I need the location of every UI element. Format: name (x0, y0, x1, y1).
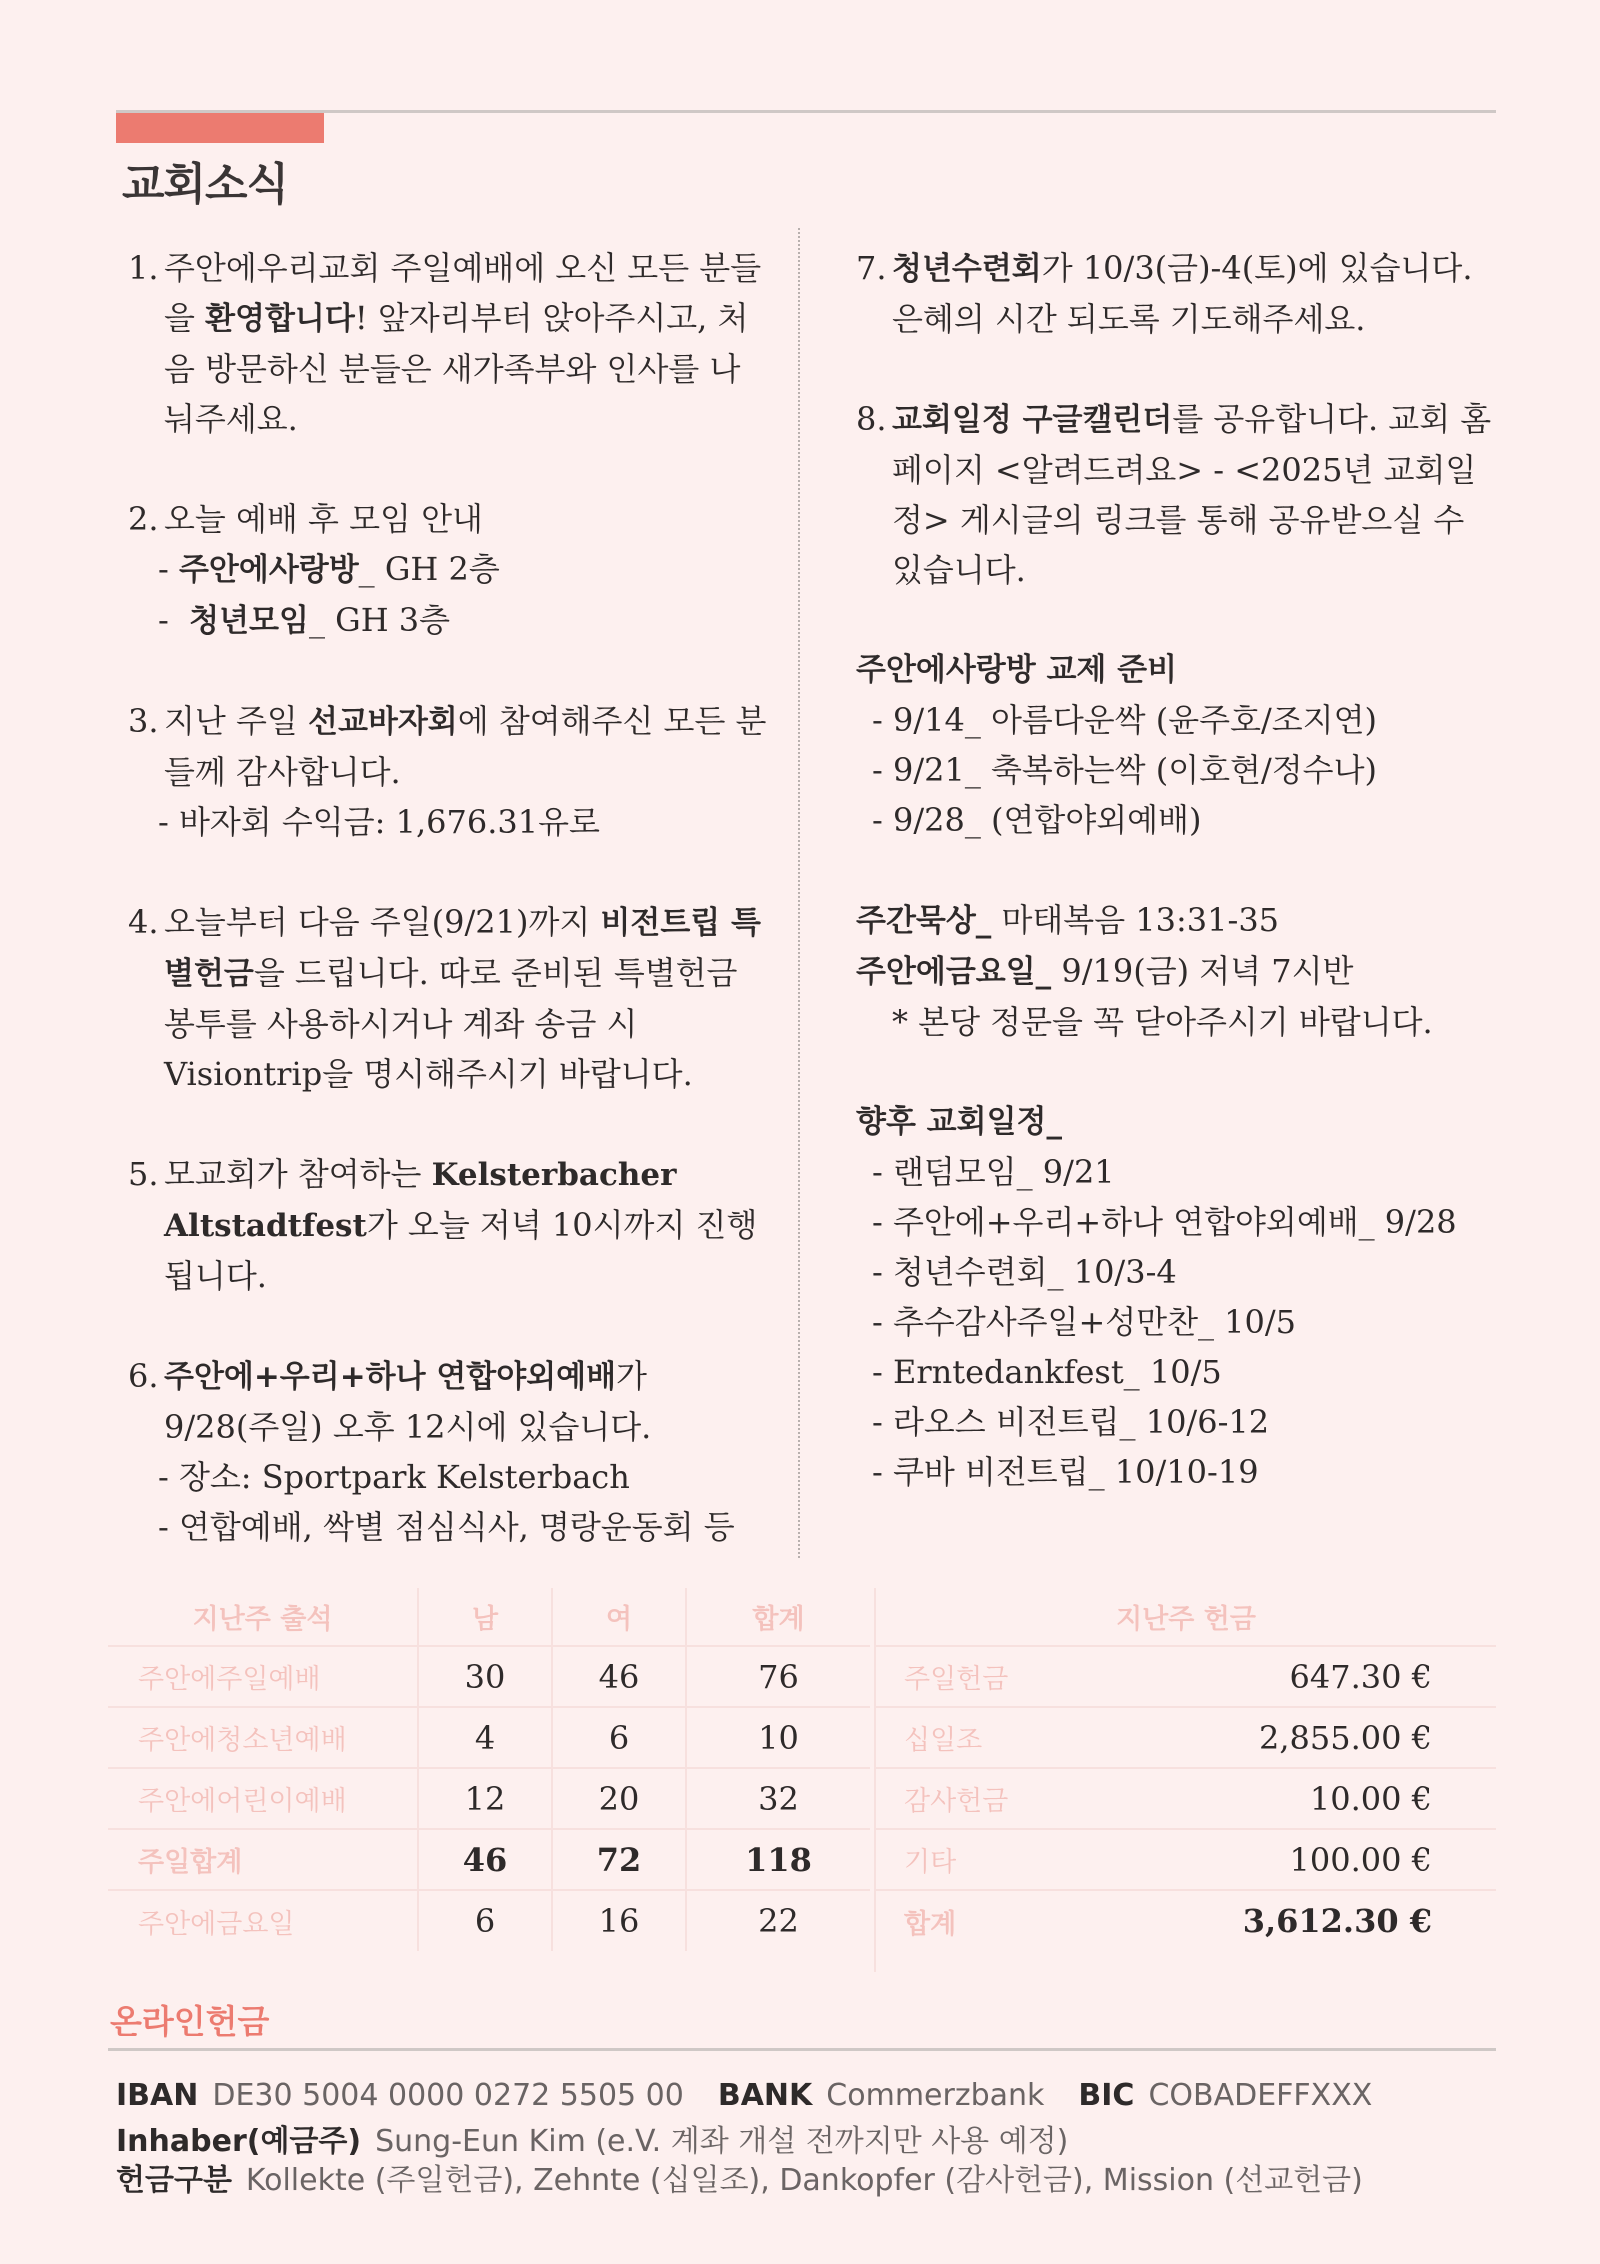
holder-value: Sung-Eun Kim (e.V. 계좌 개설 전까지만 사용 예정) (375, 2124, 1069, 2159)
table-row (876, 1890, 1496, 1951)
holder-label: Inhaber(예금주) (116, 2124, 362, 2159)
table-row (876, 1768, 1496, 1829)
right-column (856, 243, 1496, 1547)
notice-text: _ GH 2층 (358, 550, 500, 588)
cell-total: 10 (686, 1707, 870, 1768)
notice-highlight: 청년모임 (189, 603, 309, 639)
cell-male: 12 (418, 1768, 552, 1829)
iban-label: IBAN (116, 2078, 199, 2113)
notice-8 (856, 394, 1496, 595)
notice-text: _ GH 3층 (308, 601, 451, 639)
table-row (876, 1646, 1496, 1707)
row-label: 합계 (904, 1908, 957, 1940)
column-header: 지난주 출석 (108, 1588, 418, 1646)
notice-text: 오늘부터 다음 주일(9/21)까지 (164, 903, 601, 941)
bic-label: BIC (1078, 2078, 1135, 2113)
list-item: - 추수감사주일+성만찬_ 10/5 (872, 1303, 1297, 1341)
schedule-section (856, 1097, 1496, 1497)
row-label: 주안에주일예배 (108, 1646, 418, 1707)
notice-text: ! 앞자리부터 앉아주시고, 처음 방문하신 분들은 새가족부와 인사를 나눠주세요. (164, 299, 749, 438)
notice-5 (128, 1149, 768, 1301)
notice-highlight: Kelsterbacher Altstadtfest (164, 1157, 677, 1244)
notice-text: 오늘 예배 후 모임 안내 (164, 500, 483, 538)
table-row (108, 1829, 870, 1890)
notice-highlight: 비전트립 특별헌금 (164, 905, 761, 992)
notice-sub: - 바자회 수익금: 1,676.31유로 (158, 803, 600, 841)
notice-text: 을 드립니다. 따로 준비된 특별헌금 봉투를 사용하시거나 계좌 송금 시 Visiontrip을 명시해주시기 바랍니다. (164, 954, 738, 1093)
table-row (108, 1768, 870, 1829)
row-label: 주일헌금 (876, 1646, 1016, 1707)
notice-text: 가 9/28(주일) 오후 12시에 있습니다. (164, 1357, 652, 1446)
account-line-bank (116, 2078, 1372, 2113)
notice-text: 를 공유합니다. 교회 홈페이지 <알려드려요> - <2025년 교회일정> 게시글의 링크를 통해 공유받으실 수 있습니다. (892, 400, 1492, 589)
table-header-row (876, 1588, 1496, 1646)
notice-number: 3. (128, 702, 159, 740)
notice-3 (128, 696, 768, 847)
cell-amount: 2,855.00 € (1016, 1707, 1496, 1768)
cell-male: 4 (418, 1707, 552, 1768)
row-label: 감사헌금 (876, 1768, 1016, 1829)
bank-value: Commerzbank (826, 2078, 1045, 2113)
bank-label: BANK (717, 2078, 813, 2113)
type-label: 헌금구분 (116, 2163, 232, 2198)
notice-text: 지난 주일 (164, 702, 308, 740)
row-label: 주안에어린이예배 (108, 1768, 418, 1829)
bic-value: COBADEFFXXX (1148, 2078, 1373, 2113)
meditation-text: 마태복음 13:31-35 (991, 901, 1280, 939)
notice-highlight: 주안에사랑방 (178, 552, 359, 588)
bottom-rule (108, 2048, 1496, 2051)
account-line-holder (116, 2116, 1068, 2160)
table-row (876, 1707, 1496, 1768)
table-row (108, 1707, 870, 1768)
cell-male: 6 (418, 1890, 552, 1951)
notice-number: 2. (128, 500, 159, 538)
table-row (108, 1646, 870, 1707)
row-label: 주안에청소년예배 (108, 1707, 418, 1768)
column-header: 합계 (686, 1588, 870, 1646)
cell-male: 30 (418, 1646, 552, 1707)
list-item: - 주안에+우리+하나 연합야외예배_ 9/28 (872, 1203, 1457, 1241)
cell-male: 46 (418, 1829, 552, 1890)
friday-note: * 본당 정문을 꼭 닫아주시기 바랍니다. (892, 1003, 1433, 1041)
notice-highlight: 주안에+우리+하나 연합야외예배 (164, 1359, 617, 1395)
weekly-section (856, 895, 1496, 1047)
list-item: - 청년수련회_ 10/3-4 (872, 1253, 1177, 1291)
list-item: - 라오스 비전트립_ 10/6-12 (872, 1403, 1270, 1441)
cell-total: 32 (686, 1768, 870, 1829)
meditation-label: 주간묵상_ (856, 903, 992, 939)
schedule-heading: 향후 교회일정_ (856, 1104, 1062, 1140)
cell-total: 22 (758, 1902, 799, 1940)
row-label: 십일조 (876, 1707, 1016, 1768)
notice-text: 가 오늘 저녁 10시까지 진행됩니다. (164, 1206, 758, 1295)
table-header-row (108, 1588, 870, 1646)
cell-total: 76 (686, 1646, 870, 1707)
column-header: 지난주 헌금 (876, 1588, 1496, 1646)
table-row (876, 1829, 1496, 1890)
cell-female: 46 (552, 1646, 686, 1707)
list-item: - 9/21_ 축복하는싹 (이호현/정수나) (872, 751, 1377, 789)
row-label: 주안에금요일 (108, 1890, 418, 1951)
cell-female: 6 (552, 1707, 686, 1768)
notice-highlight: 교회일정 구글캘린더 (892, 402, 1173, 438)
sarangbang-heading: 주안에사랑방 교제 준비 (856, 652, 1178, 688)
notice-text: 모교회가 참여하는 (164, 1155, 432, 1193)
row-label: 기타 (876, 1829, 1016, 1890)
cell-amount: 100.00 € (1016, 1829, 1496, 1890)
notice-number: 6. (128, 1357, 159, 1395)
notice-highlight: 청년수련회 (892, 251, 1042, 287)
notice-number: 7. (856, 249, 887, 287)
list-item: - 랜덤모임_ 9/21 (872, 1153, 1115, 1191)
list-item: - 쿠바 비전트립_ 10/10-19 (872, 1453, 1259, 1491)
list-item: - Erntedankfest_ 10/5 (872, 1353, 1222, 1391)
cell-female: 16 (552, 1890, 686, 1951)
cell-amount: 647.30 € (1016, 1646, 1496, 1707)
notice-sub: - 장소: Sportpark Kelsterbach (158, 1458, 630, 1496)
notice-7 (856, 243, 1496, 344)
notice-number: 8. (856, 400, 887, 438)
page-title: 교회소식 (122, 159, 289, 210)
list-item: - 9/28_ (연합야외예배) (872, 801, 1202, 839)
row-label: 주일합계 (108, 1829, 418, 1890)
online-offering-title: 온라인헌금 (110, 2002, 270, 2041)
column-header: 남 (418, 1588, 552, 1646)
notice-sub: - 연합예배, 싹별 점심식사, 명랑운동회 등 (158, 1508, 735, 1546)
table-row (108, 1890, 870, 1951)
sarangbang-section (856, 645, 1496, 845)
cell-amount: 3,612.30 € (1242, 1902, 1432, 1940)
account-line-types (116, 2155, 1363, 2199)
offering-table (876, 1588, 1496, 1951)
list-item: - 9/14_ 아름다운싹 (윤주호/조지연) (872, 701, 1377, 739)
column-header: 여 (552, 1588, 686, 1646)
friday-label: 주안에금요일_ (856, 954, 1052, 990)
cell-amount: 10.00 € (1016, 1768, 1496, 1829)
notice-number: 1. (128, 249, 159, 287)
title-accent-bar (116, 113, 324, 143)
cell-female: 20 (552, 1768, 686, 1829)
type-value: Kollekte (주일헌금), Zehnte (십일조), Dankopfer (감사헌금), Mission (선교헌금) (245, 2163, 1363, 2198)
left-column (128, 243, 768, 1602)
friday-text: 9/19(금) 저녁 7시반 (1051, 952, 1354, 990)
notice-6 (128, 1351, 768, 1552)
cell-total: 118 (686, 1829, 870, 1890)
notice-highlight: 환영합니다 (205, 301, 355, 337)
notice-text: 주안에우리교회 주일예배에 오신 모든 분들을 (164, 249, 762, 337)
notice-sub: - 주안에사랑방_ GH 2층 (158, 550, 500, 588)
notice-text: 에 참여해주신 모든 분들께 감사합니다. (164, 702, 767, 791)
attendance-table (108, 1588, 870, 1951)
notice-number: 4. (128, 903, 159, 941)
notice-highlight: 선교바자회 (308, 704, 458, 740)
notice-sub: - 청년모임_ GH 3층 (158, 601, 451, 639)
notice-text: 가 10/3(금)-4(토)에 있습니다. 은혜의 시간 되도록 기도해주세요. (892, 249, 1473, 338)
column-divider (798, 228, 800, 1558)
notice-4 (128, 897, 768, 1099)
cell-female: 72 (552, 1829, 686, 1890)
notice-1 (128, 243, 768, 444)
iban-value: DE30 5004 0000 0272 5505 00 (212, 2078, 684, 2113)
notice-number: 5. (128, 1155, 159, 1193)
notice-2 (128, 494, 768, 646)
